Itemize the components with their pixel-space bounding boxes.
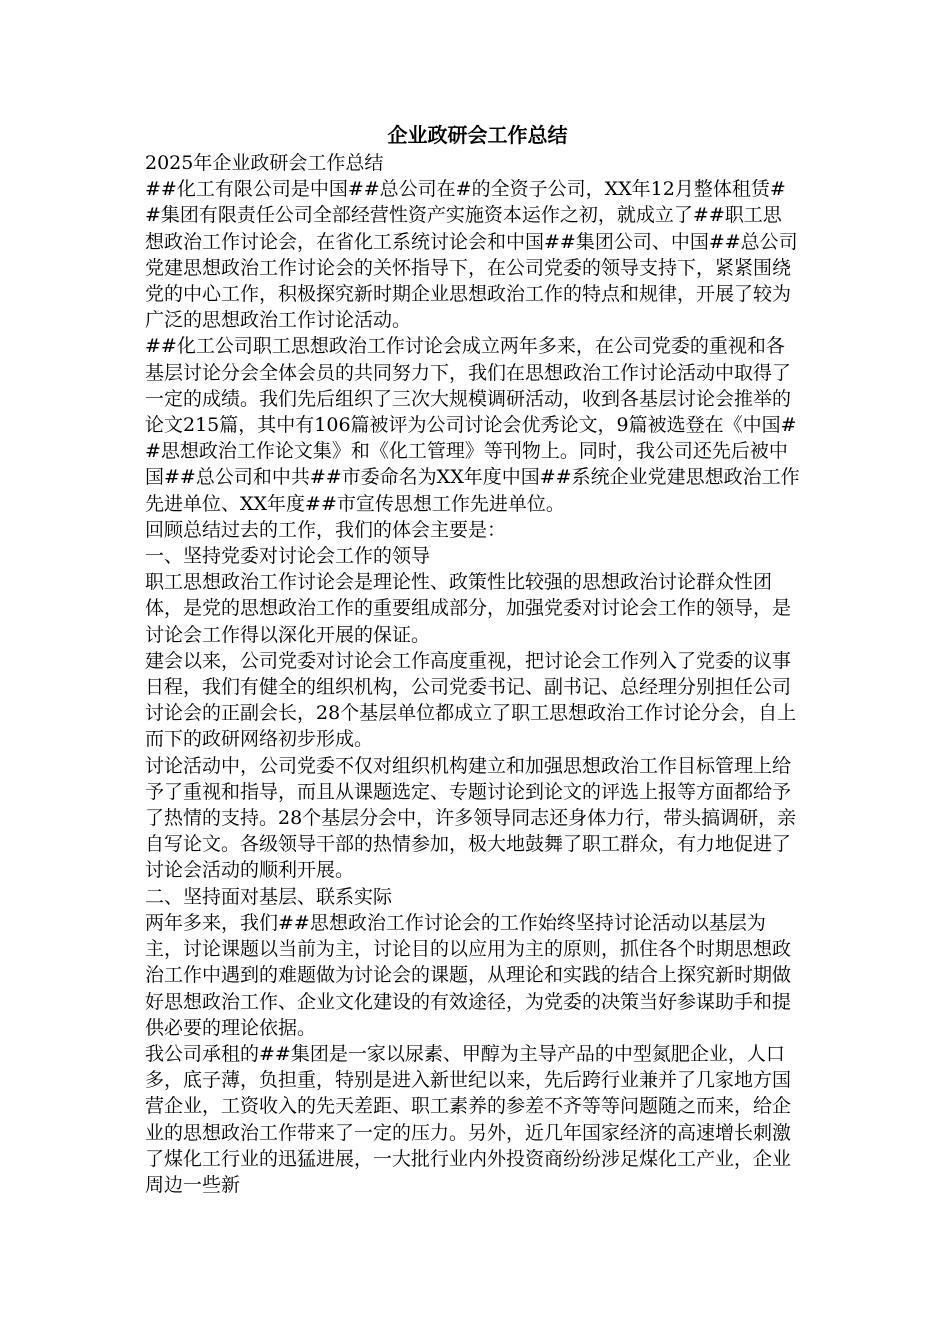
paragraph-achievements: ##化工公司职工思想政治工作讨论会成立两年多来，在公司党委的重视和各基层讨论分会全体会员的共同努力下，我们在思想政治工作讨论活动中取得了一定的成绩。我们先后组织了三次大规模调研活动，收到各基层讨论会推举的论文215篇，其中有106篇被评为公司讨论会优秀论文，9篇被选登在《中国##思想政治工作论文集》和《化工管理》等刊物上。同时，我公司还先后被中国##总公司和中共##市委命名为XX年度中国##系统企业党建思想政治工作先进单位、XX年度##市宣传思想工作先进单位。: [145, 335, 800, 515]
paragraph-intro: ##化工有限公司是中国##总公司在#的全资子公司，XX年12月整体租赁##集团有限责任公司全部经营性资产实施资本运作之初，就成立了##职工思想政治工作讨论会，在省化工系统讨论会和中国##集团公司、中国##总公司党建思想政治工作讨论会的关怀指导下，在公司党委的领导支持下，紧紧围绕党的中心工作，积极探究新时期企业思想政治工作的特点和规律，开展了较为广泛的思想政治工作讨论活动。: [145, 178, 798, 332]
document-title: 企业政研会工作总结: [387, 123, 568, 147]
section-heading-2: 二、坚持面对基层、联系实际: [145, 885, 393, 908]
paragraph-section1-b: 建会以来，公司党委对讨论会工作高度重视，把讨论会工作列入了党委的议事日程，我们有健全的组织机构，公司党委书记、副书记、总经理分别担任公司讨论会的正副会长，28个基层单位都成立了职工思想政治工作讨论分会，自上而下的政研网络初步形成。: [145, 649, 797, 751]
paragraph-section2-a: 两年多来，我们##思想政治工作讨论会的工作始终坚持讨论活动以基层为主，讨论课题以当前为主，讨论目的以应用为主的原则，抓住各个时期思想政治工作中遇到的难题做为讨论会的课题，从理论和实践的结合上探究新时期做好思想政治工作、企业文化建设的有效途径，为党委的决策当好参谋助手和提供必要的理论依据。: [145, 911, 792, 1039]
paragraph-section1-c: 讨论活动中，公司党委不仅对组织机构建立和加强思想政治工作目标管理上给予了重视和指导，而且从课题选定、专题讨论到论文的评选上报等方面都给予了热情的支持。28个基层分会中，许多领导同志还身体力行，带头搞调研，亲自写论文。各级领导干部的热情参加，极大地鼓舞了职工群众，有力地促进了讨论会活动的顺利开展。: [145, 754, 797, 882]
paragraph-review: 回顾总结过去的工作，我们的体会主要是：: [145, 518, 507, 541]
document-body: [145, 120, 800, 1198]
section-heading-1: 一、坚持党委对讨论会工作的领导: [145, 545, 431, 568]
paragraph-section1-a: 职工思想政治工作讨论会是理论性、政策性比较强的思想政治讨论群众性团体，是党的思想政治工作的重要组成部分，加强党委对讨论会工作的领导，是讨论会工作得以深化开展的保证。: [145, 571, 792, 646]
paragraph-section2-b: 我公司承租的##集团是一家以尿素、甲醇为主导产品的中型氮肥企业，人口多，底子薄，负担重，特别是进入新世纪以来，先后跨行业兼并了几家地方国营企业，工资收入的先天差距、职工素养的参差不齐等等问题随之而来，给企业的思想政治工作带来了一定的压力。另外，近几年国家经济的高速增长刺激了煤化工行业的迅猛进展，一大批行业内外投资商纷纷涉足煤化工产业，企业周边一些新: [145, 1042, 792, 1196]
document-subtitle: 2025年企业政研会工作总结: [145, 152, 384, 174]
